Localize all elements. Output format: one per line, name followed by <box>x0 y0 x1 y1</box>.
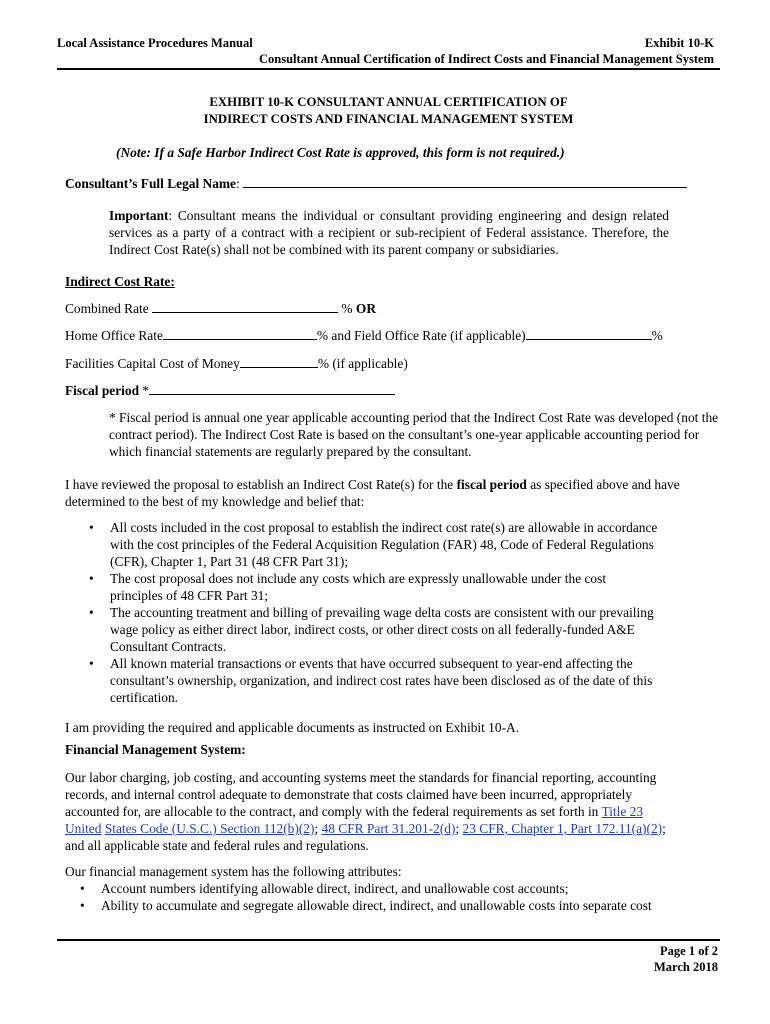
legal-name-row: Consultant’s Full Legal Name: <box>65 175 720 192</box>
home-office-field[interactable] <box>163 327 317 340</box>
list-item <box>89 570 658 604</box>
field-office-percent: % <box>651 328 663 343</box>
important-paragraph <box>109 207 669 258</box>
attributes-list <box>80 880 701 914</box>
fiscal-period-field[interactable] <box>149 382 395 395</box>
footer-rule <box>57 939 720 941</box>
exhibit-number: Exhibit 10-K <box>644 36 714 50</box>
list-item <box>89 604 658 655</box>
list-item-text: All known material transactions or events that have occurred subsequent to year-end affecting the consultant’s ownership, organization, and indirect cost rates have been disclosed as of the date of this certification. <box>110 656 653 705</box>
fccm-row <box>65 355 408 372</box>
fiscal-star: * <box>139 383 150 398</box>
important-label: Important <box>109 208 169 223</box>
fccm-suffix: % (if applicable) <box>317 356 408 371</box>
list-item <box>80 897 701 914</box>
usc-section-link[interactable]: States Code (U.S.C.) Section 112(b)(2) <box>104 821 315 836</box>
list-item-text: All costs included in the cost proposal to establish the indirect cost rate(s) are allowable in accordance with the cost principles of the Federal Acquisition Regulation (FAR) 48, Code of Federal Regulations (CFR), Chapter 1, Part 31 (48 CFR Part 31); <box>110 520 658 569</box>
fms-heading: Financial Management System: <box>65 742 246 757</box>
review-fiscal-period: fiscal period <box>456 477 527 492</box>
list-item-text: Account numbers identifying allowable direct, indirect, and unallowable cost accounts; <box>101 881 569 896</box>
fccm-label: Facilities Capital Cost of Money <box>65 356 240 371</box>
providing-statement: I am providing the required and applicable documents as instructed on Exhibit 10-A. <box>65 720 520 735</box>
legal-name-label: Consultant’s Full Legal Name <box>65 176 236 191</box>
review-text-pre: I have reviewed the proposal to establish an Indirect Cost Rate(s) for the <box>65 477 457 492</box>
title-23-link[interactable]: Title 23 United <box>65 804 644 836</box>
bullet-icon: • <box>80 881 85 896</box>
separator: ; <box>314 821 322 836</box>
list-item <box>89 655 658 706</box>
certification-list <box>89 519 658 706</box>
header-subtitle: Consultant Annual Certification of Indirect Costs and Financial Management System <box>259 52 714 66</box>
page-title-line1: EXHIBIT 10-K CONSULTANT ANNUAL CERTIFICATION OF <box>209 95 568 109</box>
revision-date: March 2018 <box>654 960 718 974</box>
list-item-text: Ability to accumulate and segregate allowable direct, indirect, and unallowable costs into separate cost <box>101 898 652 913</box>
cfr-172-link[interactable]: 23 CFR, Chapter 1, Part 172.11(a)(2) <box>462 821 663 836</box>
fiscal-period-label: Fiscal period <box>65 383 140 398</box>
bullet-icon: • <box>89 571 94 586</box>
attributes-intro: Our financial management system has the following attributes: <box>65 864 402 879</box>
separator: ; <box>455 821 463 836</box>
list-item <box>80 880 701 897</box>
review-text-post: as specified above and have determined to the best of my knowledge and belief that: <box>65 477 680 509</box>
home-office-label: Home Office Rate <box>65 328 163 343</box>
or-label: OR <box>355 301 377 316</box>
list-item-text: The cost proposal does not include any costs which are expressly unallowable under the cost principles of 48 CFR Part 31; <box>110 571 607 603</box>
bullet-icon: • <box>89 605 94 620</box>
bullet-icon: • <box>89 520 94 535</box>
page-title-line2: INDIRECT COSTS AND FINANCIAL MANAGEMENT SYSTEM <box>203 112 574 126</box>
fiscal-period-row <box>65 382 395 399</box>
combined-rate-label: Combined Rate <box>65 301 149 316</box>
safe-harbor-note: (Note: If a Safe Harbor Indirect Cost Rate is approved, this form is not required.) <box>116 145 565 160</box>
fms-text-post: ; and all applicable state and federal rules and regulations. <box>65 821 666 853</box>
home-field-office-row <box>65 327 663 344</box>
fms-text-pre: Our labor charging, job costing, and accounting systems meet the standards for financial reporting, accounting records, and internal control adequate to demonstrate that costs claimed have been incurred, appropriately accounted for, are allocable to the contract, and comply with the federal requirements as set forth in <box>65 770 657 819</box>
legal-name-field[interactable] <box>243 175 687 188</box>
field-office-label: % and Field Office Rate (if applicable) <box>316 328 526 343</box>
fccm-field[interactable] <box>240 355 318 368</box>
review-paragraph <box>65 476 705 510</box>
combined-rate-field[interactable] <box>152 300 338 313</box>
fms-paragraph <box>65 769 677 854</box>
bullet-icon: • <box>80 898 85 913</box>
field-office-field[interactable] <box>526 327 652 340</box>
list-item <box>89 519 658 570</box>
header-rule <box>57 68 720 70</box>
manual-title: Local Assistance Procedures Manual <box>57 36 253 50</box>
combined-rate-row <box>65 300 376 317</box>
indirect-cost-heading: Indirect Cost Rate: <box>65 274 175 289</box>
combined-rate-percent: % <box>341 301 353 316</box>
page-number: Page 1 of 2 <box>660 944 718 958</box>
important-text: : Consultant means the individual or consultant providing engineering and design related services as a party of a contract with a recipient or sub-recipient of Federal assistance. Therefore, the Indirect Cost Rate(s) shall not be combined with its parent company or subsidiaries. <box>109 208 669 257</box>
list-item-text: The accounting treatment and billing of prevailing wage delta costs are consistent with our prevailing wage policy as either direct labor, indirect costs, or other direct costs on all federally-funded A&E Consultant Contracts. <box>110 605 654 654</box>
fiscal-period-note: * Fiscal period is annual one year applicable accounting period that the Indirect Cost Rate was developed (not the contract period). The Indirect Cost Rate is based on the consultant’s one-year applicable accounting period for which financial statements are regularly prepared by the consultant. <box>109 410 719 459</box>
bullet-icon: • <box>89 656 94 671</box>
cfr-31-link[interactable]: 48 CFR Part 31.201-2(d) <box>321 821 456 836</box>
